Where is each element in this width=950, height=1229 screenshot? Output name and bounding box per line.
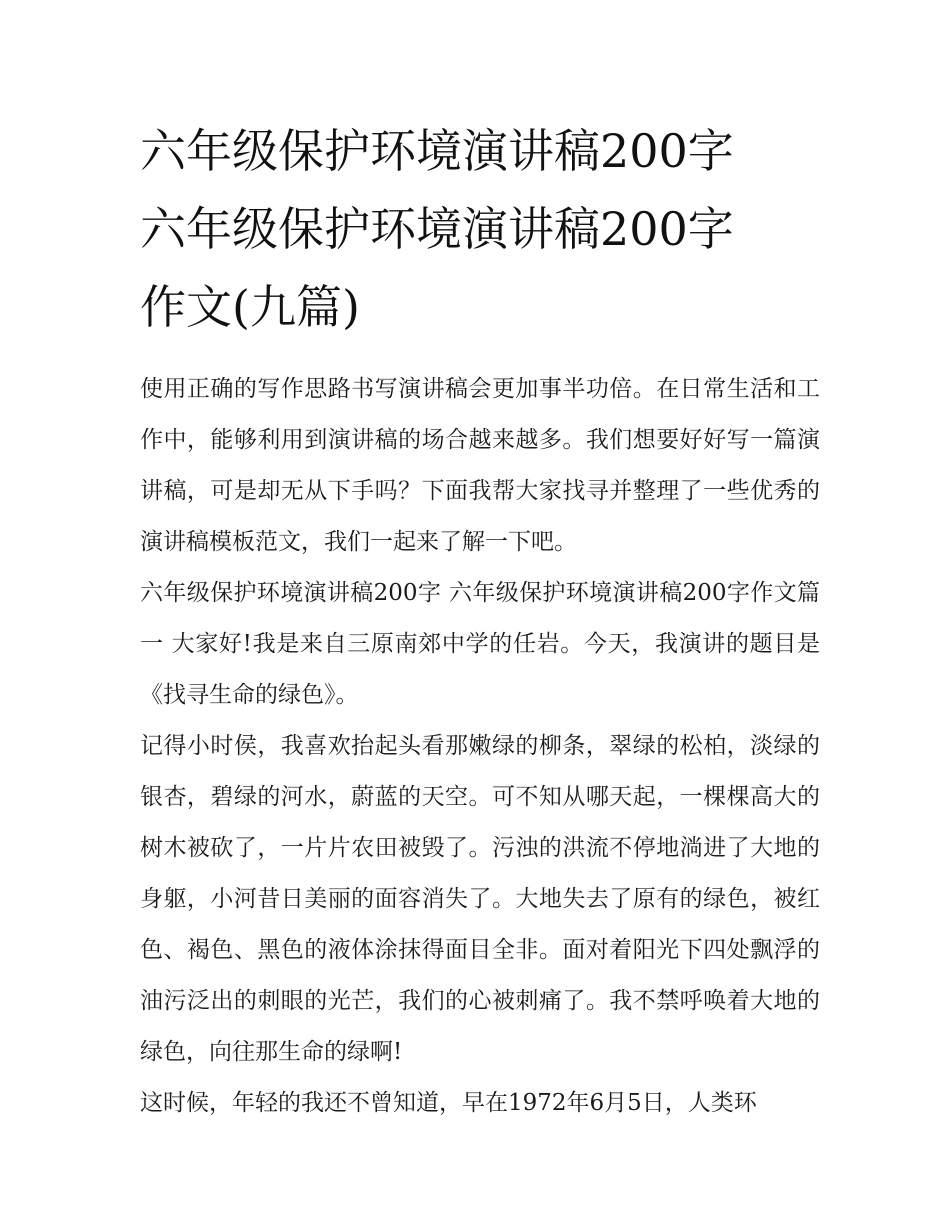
body-paragraph: 记得小时侯，我喜欢抬起头看那嫩绿的柳条，翠绿的松柏，淡绿的银杏，碧绿的河水，蔚蓝的天空。可不知从哪天起，一棵棵高大的树木被砍了，一片片农田被毁了。污浊的洪流不停地淌进了大地的身躯，小河昔日美丽的面容消失了。大地失去了原有的绿色，被红色、褐色、黑色的液体涂抹得面目全非。面对着阳光下四处飘浮的油污泛出的刺眼的光芒，我们的心被刺痛了。我不禁呼唤着大地的绿色，向往那生命的绿啊!	[140, 733, 820, 1065]
title-line-2: 六年级保护环境演讲稿200字	[140, 202, 734, 256]
title-line-3: 作文(九篇)	[140, 280, 360, 334]
intro-paragraph: 使用正确的写作思路书写演讲稿会更加事半功倍。在日常生活和工作中，能够利用到演讲稿的场合越来越多。我们想要好好写一篇演讲稿，可是却无从下手吗？下面我帮大家找寻并整理了一些优秀的演讲稿模板范文，我们一起来了解一下吧。	[140, 376, 820, 555]
title-line-1: 六年级保护环境演讲稿200字	[140, 124, 734, 178]
document-title	[140, 112, 820, 346]
body-paragraph-continued: 这时候，年轻的我还不曾知道，早在1972年6月5日，人类环	[140, 1090, 757, 1116]
essay-heading-paragraph: 六年级保护环境演讲稿200字 六年级保护环境演讲稿200字作文篇一 大家好!我是来自三原南郊中学的任岩。今天，我演讲的题目是《找寻生命的绿色》。	[140, 580, 820, 708]
document-page	[140, 112, 820, 1129]
